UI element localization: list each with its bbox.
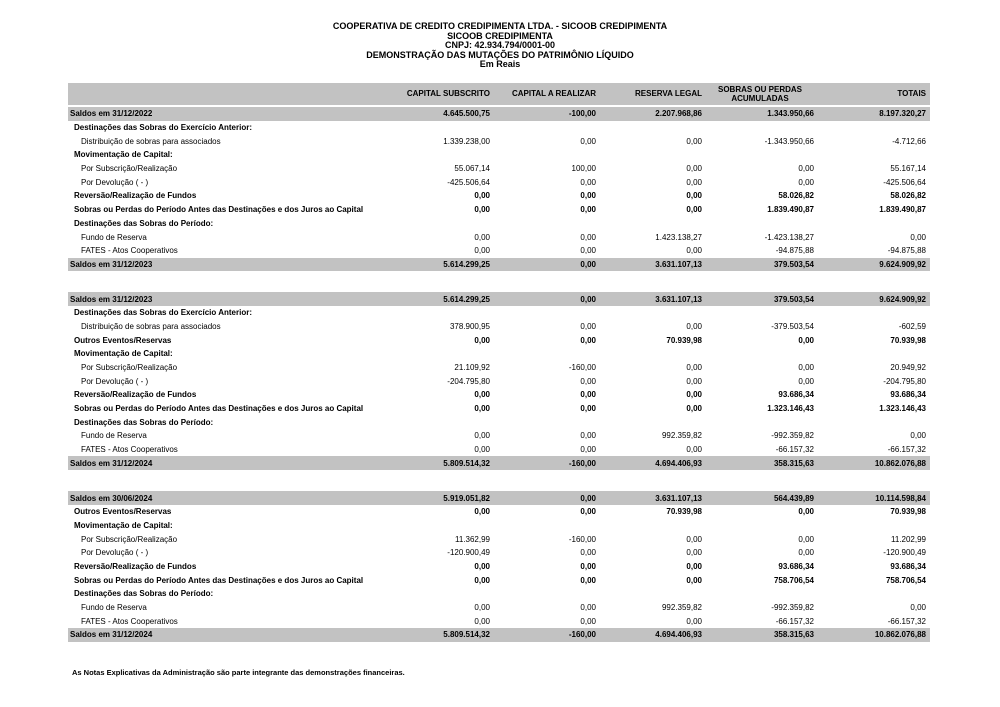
row-value: 0,00 bbox=[686, 575, 702, 585]
row-label: Por Subscrição/Realização bbox=[81, 363, 178, 372]
row-label: Saldos em 30/06/2024 bbox=[70, 493, 153, 503]
table-row bbox=[68, 306, 930, 320]
row-value: -1.423.138,27 bbox=[764, 232, 814, 242]
row-label: FATES - Atos Cooperativos bbox=[81, 616, 178, 626]
row-value: 1.343.950,66 bbox=[767, 109, 814, 119]
table-row bbox=[68, 230, 930, 244]
row-value: 0,00 bbox=[686, 404, 702, 414]
row-value: 70.939,98 bbox=[890, 507, 926, 517]
row-label: Destinações das Sobras do Exercício Anterior: bbox=[74, 123, 252, 132]
table-row bbox=[68, 107, 930, 121]
row-label: Destinações das Sobras do Período: bbox=[74, 218, 214, 228]
row-label: Distribuição de sobras para associados bbox=[81, 321, 221, 331]
row-value: 0,00 bbox=[580, 445, 596, 455]
row-value: -425.506,64 bbox=[883, 177, 926, 187]
document-header bbox=[0, 0, 1000, 70]
table-row bbox=[68, 628, 930, 642]
row-value: 4.694.406,93 bbox=[655, 630, 702, 640]
row-value: 0,00 bbox=[580, 575, 596, 585]
row-label: Por Devolução ( - ) bbox=[81, 376, 149, 386]
row-value: -120.900,49 bbox=[883, 548, 926, 558]
row-value: 992.359,82 bbox=[661, 431, 702, 441]
row-value: 93.686,34 bbox=[890, 390, 926, 400]
row-value: 0,00 bbox=[910, 431, 926, 441]
row-value: 0,00 bbox=[686, 191, 702, 201]
row-value: 4.694.406,93 bbox=[655, 458, 702, 468]
row-value: 8.197.320,27 bbox=[879, 109, 926, 119]
row-value: -204.795,80 bbox=[447, 376, 490, 386]
row-value: 0,00 bbox=[580, 431, 596, 441]
table-row bbox=[68, 121, 930, 135]
row-value: 0,00 bbox=[580, 177, 596, 187]
row-value: 0,00 bbox=[580, 404, 596, 414]
row-label: Destinações das Sobras do Exercício Anterior: bbox=[74, 308, 252, 318]
row-value: 3.631.107,13 bbox=[655, 493, 702, 503]
row-value: -160,00 bbox=[568, 534, 596, 544]
row-value: -66.157,32 bbox=[775, 616, 814, 626]
row-value: -160,00 bbox=[568, 630, 596, 640]
row-label: Destinações das Sobras do Período: bbox=[74, 417, 214, 427]
row-value: 0,00 bbox=[580, 390, 596, 400]
row-label: Sobras ou Perdas do Período Antes das Destinações e dos Juros ao Capital bbox=[74, 404, 364, 414]
currency-note: Em Reais bbox=[479, 59, 521, 70]
row-value: 0,00 bbox=[686, 616, 702, 626]
row-value: 9.624.909,92 bbox=[879, 294, 926, 304]
row-value: 3.631.107,13 bbox=[655, 294, 702, 304]
row-value: 100,00 bbox=[571, 164, 596, 174]
row-value: 0,00 bbox=[580, 335, 596, 345]
table-header-row bbox=[68, 83, 930, 105]
table-row bbox=[68, 374, 930, 388]
row-value: 10.862.076,88 bbox=[874, 458, 926, 468]
row-value: 70.939,98 bbox=[890, 335, 926, 345]
row-value: -66.157,32 bbox=[775, 445, 814, 455]
footer-note: As Notas Explicativas da Administração são parte integrante das demonstrações financeiras. bbox=[72, 667, 405, 677]
row-value: 5.809.514,32 bbox=[443, 630, 490, 640]
row-value: 0,00 bbox=[910, 232, 926, 242]
row-value: 0,00 bbox=[474, 603, 490, 612]
row-value: -94.875,88 bbox=[887, 246, 926, 256]
row-value: -100,00 bbox=[568, 109, 596, 119]
row-value: 378.900,95 bbox=[449, 321, 490, 331]
row-value: 0,00 bbox=[580, 259, 596, 269]
row-value: 0,00 bbox=[580, 548, 596, 558]
row-label: Reversão/Realização de Fundos bbox=[74, 561, 197, 571]
row-value: -160,00 bbox=[568, 458, 596, 468]
row-label: Reversão/Realização de Fundos bbox=[74, 390, 197, 400]
row-label: Sobras ou Perdas do Período Antes das Destinações e dos Juros ao Capital bbox=[74, 575, 364, 585]
row-value: 379.503,54 bbox=[773, 294, 814, 304]
equity-statement-table bbox=[68, 83, 930, 642]
row-label: Por Subscrição/Realização bbox=[81, 534, 178, 544]
row-value: 0,00 bbox=[798, 363, 814, 372]
row-label: Fundo de Reserva bbox=[81, 232, 147, 242]
row-value: 1.323.146,43 bbox=[767, 404, 814, 414]
row-value: 9.624.909,92 bbox=[879, 259, 926, 269]
row-label: FATES - Atos Cooperativos bbox=[81, 445, 178, 455]
row-value: 358.315,63 bbox=[773, 630, 814, 640]
table-row bbox=[68, 347, 930, 361]
row-label: Saldos em 31/12/2022 bbox=[70, 109, 153, 119]
row-value: 0,00 bbox=[474, 431, 490, 441]
row-value: 0,00 bbox=[686, 376, 702, 386]
table-row bbox=[68, 560, 930, 574]
table-section-1 bbox=[68, 107, 930, 271]
row-label: Reversão/Realização de Fundos bbox=[74, 191, 197, 201]
row-value: 55.167,14 bbox=[890, 164, 926, 174]
table-row bbox=[68, 148, 930, 162]
row-value: 0,00 bbox=[474, 575, 490, 585]
row-value: 0,00 bbox=[798, 534, 814, 544]
row-value: 5.919.051,82 bbox=[443, 493, 490, 503]
table-row bbox=[68, 292, 930, 306]
row-value: 0,00 bbox=[474, 404, 490, 414]
row-label: Distribuição de sobras para associados bbox=[81, 136, 221, 146]
row-value: -1.343.950,66 bbox=[764, 136, 814, 146]
row-value: 0,00 bbox=[474, 561, 490, 571]
row-value: -160,00 bbox=[568, 363, 596, 372]
table-row bbox=[68, 402, 930, 416]
cnpj-line: CNPJ: 42.934.794/0001-00 bbox=[444, 40, 556, 51]
row-value: 5.809.514,32 bbox=[443, 458, 490, 468]
row-label: Fundo de Reserva bbox=[81, 603, 147, 612]
table-row bbox=[68, 189, 930, 203]
row-value: 379.503,54 bbox=[773, 259, 814, 269]
column-header-4: SOBRAS OU PERDAS ACUMULADAS bbox=[717, 84, 802, 103]
row-value: 0,00 bbox=[580, 191, 596, 201]
row-label: Por Subscrição/Realização bbox=[81, 164, 178, 174]
row-value: 358.315,63 bbox=[773, 458, 814, 468]
table-row bbox=[68, 519, 930, 533]
table-section-2 bbox=[68, 292, 930, 470]
row-value: 93.686,34 bbox=[890, 561, 926, 571]
table-row bbox=[68, 162, 930, 176]
table-section-3 bbox=[68, 491, 930, 642]
table-body bbox=[68, 107, 930, 642]
row-value: -992.359,82 bbox=[771, 431, 814, 441]
table-row bbox=[68, 505, 930, 519]
row-value: 0,00 bbox=[686, 363, 702, 372]
row-label: Fundo de Reserva bbox=[81, 431, 147, 441]
table-row bbox=[68, 456, 930, 470]
row-value: -4.712,66 bbox=[892, 136, 926, 146]
row-value: 0,00 bbox=[798, 376, 814, 386]
row-value: 1.839.490,87 bbox=[767, 205, 814, 215]
row-value: -992.359,82 bbox=[771, 603, 814, 612]
row-label: Movimentação de Capital: bbox=[74, 349, 173, 359]
row-value: 2.207.968,86 bbox=[655, 109, 702, 119]
row-value: 0,00 bbox=[686, 390, 702, 400]
table-row bbox=[68, 361, 930, 375]
row-value: 0,00 bbox=[474, 335, 490, 345]
row-label: Por Devolução ( - ) bbox=[81, 177, 149, 187]
table-row bbox=[68, 443, 930, 457]
row-value: 0,00 bbox=[474, 616, 490, 626]
table-row bbox=[68, 134, 930, 148]
row-value: 58.026,82 bbox=[890, 191, 926, 201]
row-label: Saldos em 31/12/2024 bbox=[70, 630, 153, 640]
row-value: -204.795,80 bbox=[883, 376, 926, 386]
row-value: 70.939,98 bbox=[666, 335, 702, 345]
row-value: 3.631.107,13 bbox=[655, 259, 702, 269]
row-value: 0,00 bbox=[474, 507, 490, 517]
row-value: 20.949,92 bbox=[890, 363, 926, 372]
row-value: 0,00 bbox=[798, 335, 814, 345]
row-value: 0,00 bbox=[580, 205, 596, 215]
row-value: 0,00 bbox=[474, 445, 490, 455]
row-value: 0,00 bbox=[580, 294, 596, 304]
table-row bbox=[68, 614, 930, 628]
column-header-1: CAPITAL SUBSCRITO bbox=[406, 89, 490, 99]
row-value: 0,00 bbox=[580, 321, 596, 331]
company-name: COOPERATIVA DE CREDITO CREDIPIMENTA LTDA. - SICOOB CREDIPIMENTA bbox=[332, 21, 668, 31]
row-value: 0,00 bbox=[474, 232, 490, 242]
row-value: 0,00 bbox=[474, 246, 490, 256]
row-value: 0,00 bbox=[580, 603, 596, 612]
statement-title: DEMONSTRAÇÃO DAS MUTAÇÕES DO PATRIMÔNIO LÍQUIDO bbox=[366, 49, 634, 60]
row-value: 992.359,82 bbox=[661, 603, 702, 612]
row-value: -120.900,49 bbox=[447, 548, 490, 558]
table-row bbox=[68, 388, 930, 402]
row-label: Saldos em 31/12/2023 bbox=[70, 259, 153, 269]
row-value: 93.686,34 bbox=[778, 390, 814, 400]
row-value: 0,00 bbox=[580, 493, 596, 503]
row-label: Outros Eventos/Reservas bbox=[74, 335, 172, 345]
row-value: 10.114.598,84 bbox=[875, 493, 926, 503]
column-header-3: RESERVA LEGAL bbox=[635, 89, 702, 99]
row-value: 0,00 bbox=[686, 136, 702, 146]
row-value: 1.423.138,27 bbox=[655, 232, 702, 242]
row-value: 55.067,14 bbox=[454, 164, 490, 174]
row-value: 0,00 bbox=[798, 548, 814, 558]
table-row bbox=[68, 175, 930, 189]
row-value: 0,00 bbox=[580, 232, 596, 242]
row-value: 0,00 bbox=[686, 164, 702, 174]
row-value: 11.362,99 bbox=[455, 534, 490, 544]
row-value: -94.875,88 bbox=[775, 246, 814, 256]
entity-name: SICOOB CREDIPIMENTA bbox=[447, 30, 553, 41]
row-value: 1.839.490,87 bbox=[879, 205, 926, 215]
row-value: 564.439,89 bbox=[773, 493, 814, 503]
row-value: 70.939,98 bbox=[666, 507, 702, 517]
row-value: 0,00 bbox=[580, 246, 596, 256]
row-value: -425.506,64 bbox=[447, 177, 490, 187]
row-value: 0,00 bbox=[910, 603, 926, 612]
row-label: Saldos em 31/12/2024 bbox=[70, 458, 153, 468]
row-value: 10.862.076,88 bbox=[874, 630, 926, 640]
table-row bbox=[68, 415, 930, 429]
row-label: Saldos em 31/12/2023 bbox=[70, 294, 153, 304]
table-row bbox=[68, 258, 930, 272]
row-label: Outros Eventos/Reservas bbox=[74, 507, 172, 517]
table-row bbox=[68, 491, 930, 505]
row-value: 0,00 bbox=[686, 321, 702, 331]
row-value: 0,00 bbox=[798, 164, 814, 174]
table-row bbox=[68, 216, 930, 230]
row-value: 0,00 bbox=[686, 177, 702, 187]
row-value: 58.026,82 bbox=[778, 191, 814, 201]
row-value: 758.706,54 bbox=[885, 575, 926, 585]
row-label: Por Devolução ( - ) bbox=[81, 548, 149, 558]
row-value: -602,59 bbox=[898, 321, 926, 331]
row-label: Movimentação de Capital: bbox=[74, 520, 173, 530]
row-value: 0,00 bbox=[686, 246, 702, 256]
column-header-2: CAPITAL A REALIZAR bbox=[512, 89, 596, 99]
row-value: 0,00 bbox=[798, 177, 814, 187]
row-value: 0,00 bbox=[686, 205, 702, 215]
row-value: 0,00 bbox=[686, 548, 702, 558]
row-label: FATES - Atos Cooperativos bbox=[81, 246, 178, 256]
row-value: 5.614.299,25 bbox=[443, 259, 490, 269]
row-value: 0,00 bbox=[474, 390, 490, 400]
table-row bbox=[68, 429, 930, 443]
row-value: 4.645.500,75 bbox=[443, 109, 490, 119]
table-row bbox=[68, 601, 930, 615]
row-value: 0,00 bbox=[580, 376, 596, 386]
row-value: 1.339.238,00 bbox=[443, 136, 490, 146]
column-header-5: TOTAIS bbox=[897, 89, 926, 99]
row-value: -379.503,54 bbox=[771, 321, 814, 331]
row-value: 0,00 bbox=[686, 445, 702, 455]
row-value: 0,00 bbox=[798, 507, 814, 517]
table-row bbox=[68, 333, 930, 347]
row-value: -66.157,32 bbox=[887, 616, 926, 626]
row-label: Destinações das Sobras do Período: bbox=[74, 589, 214, 599]
table-row bbox=[68, 587, 930, 601]
row-value: 0,00 bbox=[474, 191, 490, 201]
table-row bbox=[68, 546, 930, 560]
table-row bbox=[68, 320, 930, 334]
row-value: 0,00 bbox=[580, 136, 596, 146]
row-value: 93.686,34 bbox=[778, 561, 814, 571]
row-label: Movimentação de Capital: bbox=[74, 150, 173, 160]
table-row bbox=[68, 244, 930, 258]
row-value: 0,00 bbox=[580, 507, 596, 517]
row-value: 758.706,54 bbox=[773, 575, 814, 585]
row-value: 11.202,99 bbox=[891, 534, 926, 544]
row-value: 1.323.146,43 bbox=[879, 404, 926, 414]
row-value: 0,00 bbox=[580, 616, 596, 626]
row-value: -66.157,32 bbox=[887, 445, 926, 455]
row-value: 0,00 bbox=[686, 561, 702, 571]
row-value: 0,00 bbox=[580, 561, 596, 571]
row-label: Sobras ou Perdas do Período Antes das Destinações e dos Juros ao Capital bbox=[74, 205, 364, 215]
table-row bbox=[68, 573, 930, 587]
row-value: 21.109,92 bbox=[454, 363, 490, 372]
row-value: 0,00 bbox=[474, 205, 490, 215]
row-value: 5.614.299,25 bbox=[443, 294, 490, 304]
table-row bbox=[68, 203, 930, 217]
row-value: 0,00 bbox=[686, 534, 702, 544]
table-row bbox=[68, 532, 930, 546]
